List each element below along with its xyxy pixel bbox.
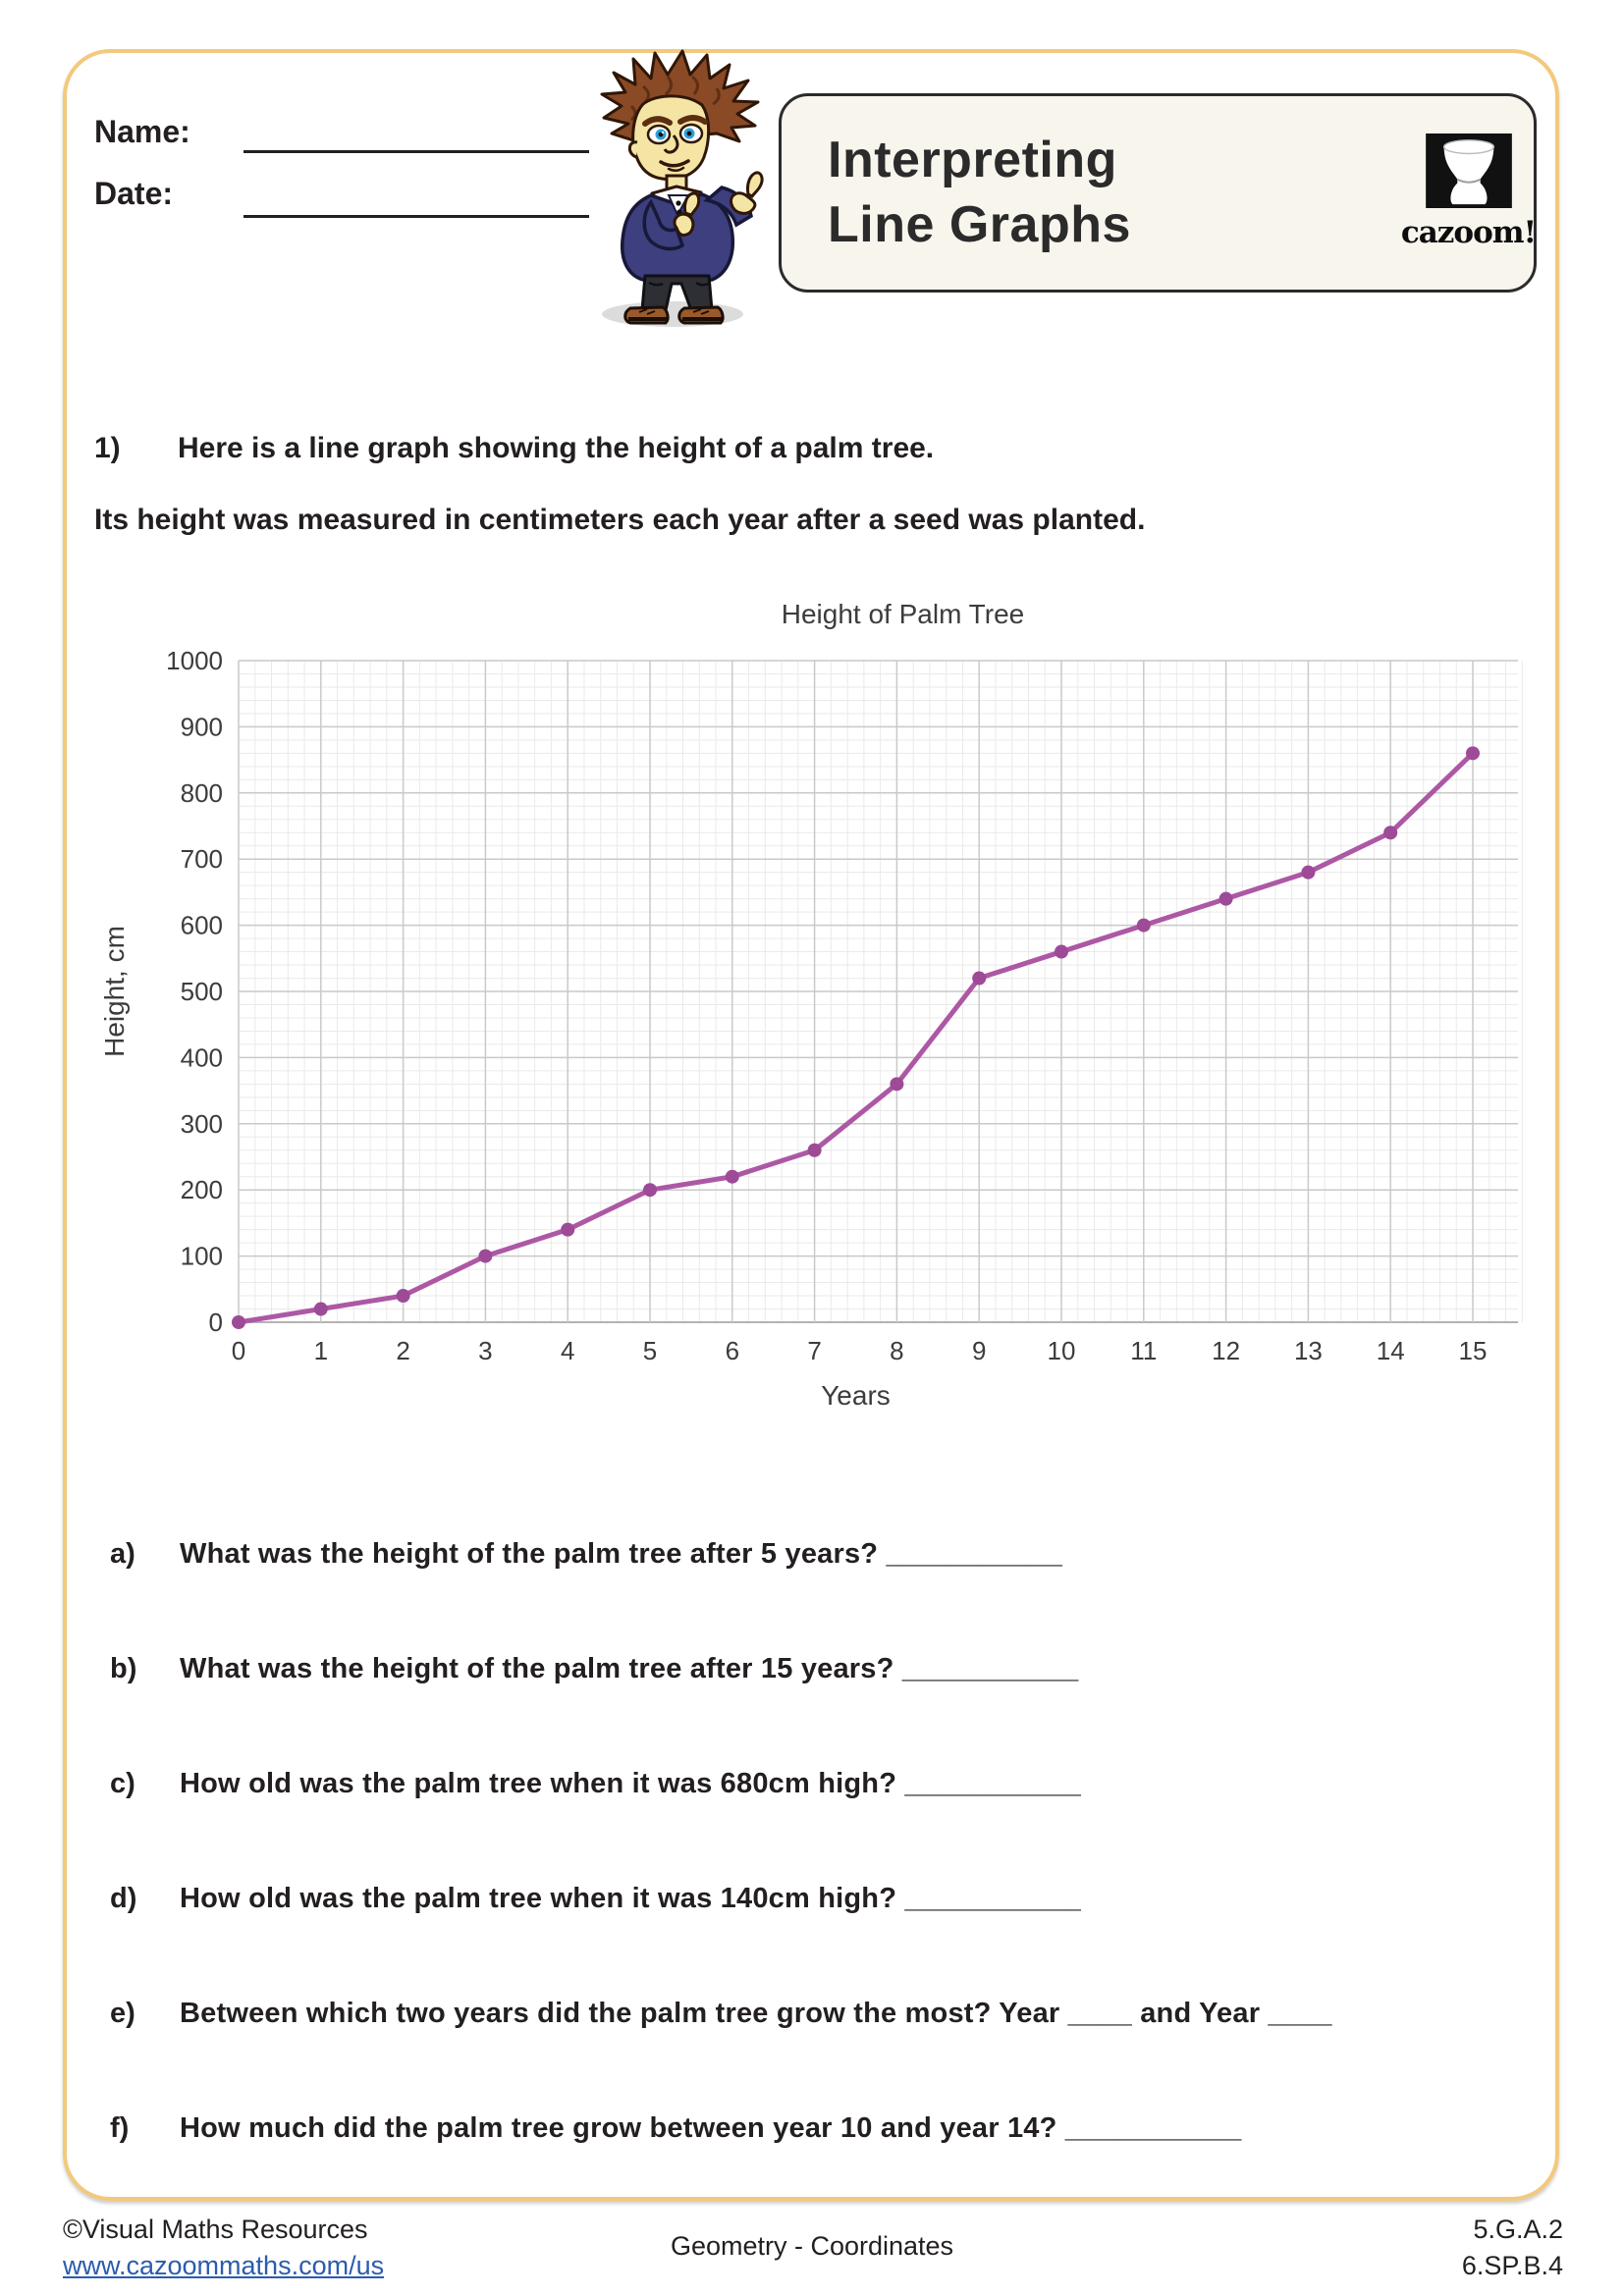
data-point — [726, 1170, 739, 1184]
y-tick-label: 800 — [180, 777, 223, 808]
y-tick-label: 600 — [180, 910, 223, 940]
x-tick-label: 1 — [313, 1336, 329, 1365]
x-tick-label: 0 — [231, 1336, 246, 1365]
footer-copyright: ©Visual Maths Resources — [63, 2215, 368, 2244]
x-tick-label: 5 — [642, 1336, 658, 1365]
footer-standard-2: 6.SP.B.4 — [1461, 2251, 1563, 2280]
cazoom-drum-icon — [1426, 133, 1512, 208]
question-e-label: e) — [110, 1998, 135, 2029]
question-intro-line2: Its height was measured in centimeters each year after a seed was planted. — [94, 504, 1146, 536]
worksheet-title — [828, 128, 1131, 257]
date-label: Date: — [94, 176, 174, 211]
data-point — [1383, 826, 1397, 839]
x-tick-label: 8 — [890, 1336, 904, 1365]
x-tick-label: 7 — [807, 1336, 822, 1365]
y-tick-label: 0 — [208, 1308, 223, 1337]
x-tick-label: 10 — [1047, 1336, 1076, 1365]
x-tick-label: 13 — [1293, 1336, 1323, 1365]
worksheet-title-box — [779, 93, 1537, 293]
x-tick-label: 12 — [1212, 1336, 1241, 1365]
data-series — [232, 746, 1480, 1329]
x-axis-label: Years — [821, 1380, 891, 1411]
name-blank-line[interactable] — [244, 150, 589, 153]
data-point — [1301, 866, 1315, 880]
y-tick-label: 200 — [180, 1175, 223, 1205]
data-point — [561, 1223, 574, 1237]
question-a-text: What was the height of the palm tree after 5 years? ___________ — [180, 1538, 1063, 1570]
data-point — [890, 1077, 903, 1091]
x-tick-label: 2 — [396, 1336, 410, 1365]
line-chart — [88, 577, 1542, 1416]
data-point — [1466, 746, 1480, 760]
grid-major — [239, 661, 1518, 1322]
data-point — [478, 1250, 492, 1263]
data-point — [643, 1183, 657, 1197]
data-point — [1055, 945, 1068, 959]
cazoom-logo — [1397, 133, 1540, 250]
x-tick-label: 14 — [1376, 1336, 1405, 1365]
mascot-fist-left — [675, 214, 693, 235]
mascot-eye-highlight — [662, 132, 664, 133]
mascot-ear — [629, 142, 637, 157]
question-a-label: a) — [110, 1538, 135, 1570]
x-tick-label: 11 — [1130, 1336, 1158, 1365]
y-tick-label: 400 — [180, 1042, 223, 1073]
y-tick-label: 500 — [180, 977, 223, 1006]
x-tick-label: 3 — [478, 1336, 493, 1365]
footer-standard-1: 5.G.A.2 — [1473, 2215, 1563, 2244]
worksheet-title-line2: Line Graphs — [828, 196, 1131, 253]
mascot-thumb-right — [747, 173, 762, 196]
y-tick-label: 900 — [180, 712, 223, 742]
x-tick-label: 15 — [1458, 1336, 1488, 1365]
question-d-text: How old was the palm tree when it was 140cm high? ___________ — [180, 1883, 1081, 1914]
question-f-label: f) — [110, 2112, 130, 2144]
y-tick-label: 300 — [180, 1108, 223, 1139]
x-tick-label: 6 — [725, 1336, 740, 1365]
question-b-text: What was the height of the palm tree after 15 years? ___________ — [180, 1653, 1079, 1684]
question-e-text: Between which two years did the palm tree grow the most? Year ____ and Year ____ — [180, 1998, 1332, 2029]
chart-title: Height of Palm Tree — [781, 599, 1025, 629]
mascot-boy-illustration — [574, 47, 785, 332]
x-tick-label: 9 — [971, 1336, 987, 1365]
footer-standards — [1462, 2212, 1563, 2284]
mascot-pupil-right — [687, 132, 692, 136]
y-tick-label: 1000 — [166, 646, 223, 675]
series-line — [239, 753, 1473, 1322]
footer-website-link[interactable]: www.cazoommaths.com/us — [63, 2251, 385, 2280]
data-point — [314, 1303, 328, 1316]
data-point — [972, 972, 986, 986]
question-number: 1) — [94, 432, 121, 464]
data-point — [808, 1144, 822, 1157]
y-tick-label: 100 — [180, 1241, 223, 1271]
x-tick-label: 4 — [560, 1336, 575, 1365]
y-axis-label: Height, cm — [99, 926, 130, 1057]
question-intro-line1: Here is a line graph showing the height of a palm tree. — [178, 432, 935, 464]
y-tick-label: 700 — [180, 844, 223, 875]
logo-drum-top — [1443, 140, 1493, 154]
cazoom-logo-text: cazoom! — [1400, 215, 1537, 250]
question-c-label: c) — [110, 1768, 135, 1799]
data-point — [397, 1289, 410, 1303]
date-blank-line[interactable] — [244, 215, 589, 218]
data-point — [1137, 919, 1151, 933]
worksheet-title-line1: Interpreting — [828, 132, 1117, 188]
question-f-text: How much did the palm tree grow between year 10 and year 14? ___________ — [180, 2112, 1242, 2144]
question-c-text: How old was the palm tree when it was 680cm high? ___________ — [180, 1768, 1081, 1799]
question-b-label: b) — [110, 1653, 137, 1684]
question-d-label: d) — [110, 1883, 137, 1914]
footer-topic: Geometry - Coordinates — [670, 2231, 954, 2261]
data-point — [232, 1315, 245, 1329]
name-label: Name: — [94, 114, 190, 149]
data-point — [1219, 892, 1233, 906]
mascot-button — [676, 200, 680, 205]
